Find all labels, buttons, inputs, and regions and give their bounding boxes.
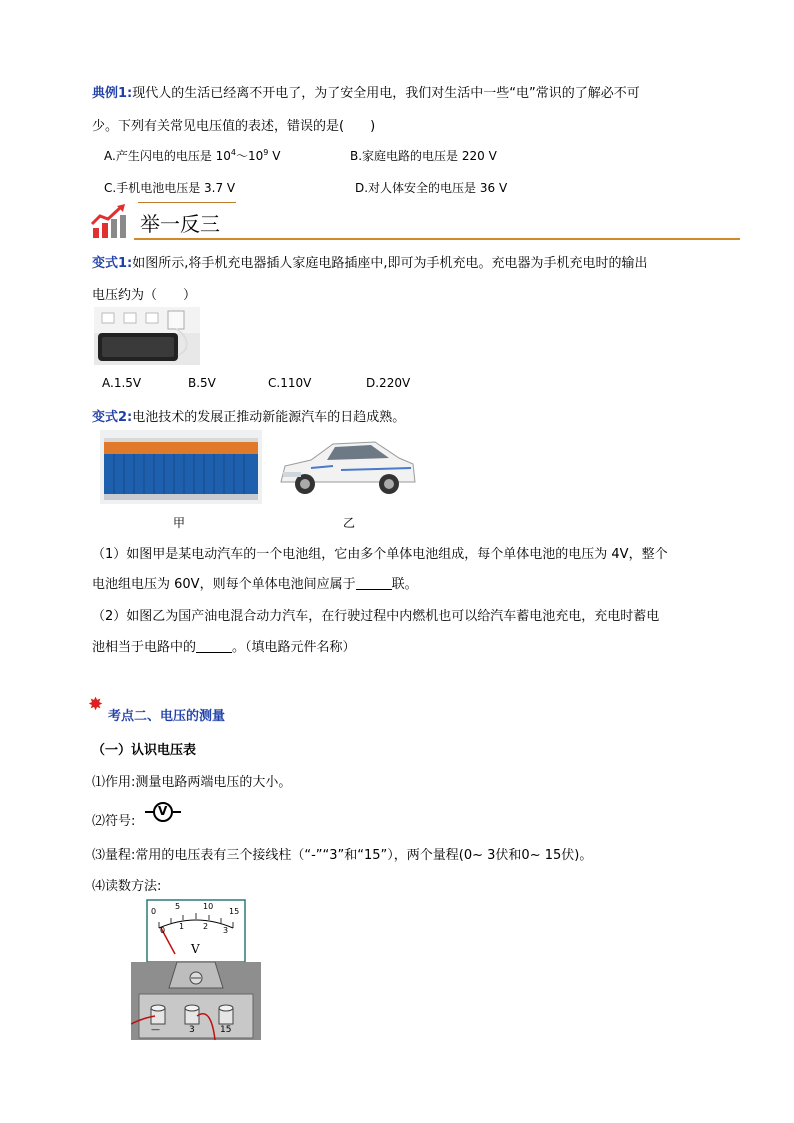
section-banner — [90, 200, 740, 242]
caption-jia: 甲 — [173, 516, 186, 530]
hybrid-car-photo — [271, 430, 421, 504]
item2-label: ⑵符号: — [92, 814, 136, 829]
option-a-mid: ～10 — [236, 149, 264, 163]
star-icon: ✸ — [88, 694, 104, 715]
variant2-text: 电池技术的发展正推动新能源汽车的日趋成熟。 — [132, 410, 406, 425]
point2-item2 — [92, 810, 135, 829]
scale-bottom-3: 3 — [223, 926, 229, 935]
point2-item1: ⑴作用:测量电路两端电压的大小。 — [92, 775, 292, 790]
variant1-text1: 如图所示,将手机充电器插人家庭电路插座中,即可为手机充电。充电器为手机充电时的输出 — [132, 256, 648, 271]
variant1-option-d: D.220V — [366, 376, 411, 390]
option-a-exp2: 9 — [263, 148, 269, 157]
variant1-label: 变式1: — [92, 256, 133, 271]
scale-top-15: 15 — [229, 907, 240, 916]
example1-label: 典例1: — [92, 86, 133, 101]
q2-text-b: 。（填电路元件名称） — [232, 640, 356, 655]
chart-icon — [90, 204, 130, 240]
scale-top-0: 0 — [151, 907, 157, 916]
q1-text-a: 电池组电压为 60V，则每个单体电池间应属于 — [92, 577, 356, 592]
q1-text-b: 联。 — [391, 577, 418, 592]
variant2-q2-line2 — [92, 636, 356, 655]
scale-top-5: 5 — [175, 902, 181, 911]
hybrid-car-graphic — [271, 430, 421, 504]
charger-photo — [94, 307, 200, 365]
scale-bottom-0: 0 — [160, 926, 166, 935]
terminal-3: 3 — [189, 1025, 195, 1035]
terminal-15: 15 — [220, 1025, 232, 1035]
example1-option-b: B.家庭电路的电压是 220 V — [350, 149, 497, 163]
meter-unit: V — [191, 942, 200, 956]
point2-item3: ⑶量程:常用的电压表有三个接线柱（“-”“3”和“15”），两个量程(0~ 3伏和0~ 15伏)。 — [92, 848, 593, 863]
scale-bottom-2: 2 — [203, 922, 209, 931]
option-a-exp1: 4 — [230, 148, 236, 157]
q1-answer-blank[interactable] — [356, 577, 392, 590]
variant2-q1-line2 — [92, 573, 418, 592]
battery-pack-photo — [100, 430, 262, 504]
q2-text-a: 池相当于电路中的 — [92, 640, 197, 655]
example1-line2: 少。下列有关常见电压值的表述，错误的是( ) — [92, 119, 376, 134]
example1-line1 — [92, 82, 640, 101]
example1-option-d: D.对人体安全的电压是 36 V — [355, 181, 508, 195]
banner-top-line — [138, 202, 236, 203]
voltmeter-figure — [131, 898, 261, 1040]
banner-underline — [134, 238, 740, 240]
battery-pack-graphic — [100, 430, 262, 504]
banner-title: 举一反三 — [140, 212, 220, 236]
variant1-option-b: B.5V — [188, 376, 216, 390]
variant2-q2-line1: （2）如图乙为国产油电混合动力汽车，在行驶过程中内燃机也可以给汽车蓄电池充电，充电时蓄电 — [92, 609, 660, 624]
terminal-negative: — — [151, 1025, 160, 1035]
variant2-line1 — [92, 406, 405, 425]
variant2-q1-line1: （1）如图甲是某电动汽车的一个电池组，它由多个单体电池组成，每个单体电池的电压为 4V，整个 — [92, 547, 668, 562]
example1-option-a — [104, 147, 280, 164]
scale-bottom-1: 1 — [179, 922, 185, 931]
variant1-line2: 电压约为（ ） — [92, 288, 197, 303]
example1-text1: 现代人的生活已经离不开电了，为了安全用电，我们对生活中一些“电”常识的了解必不可 — [132, 86, 640, 101]
point2-title: 考点二、电压的测量 — [108, 709, 226, 724]
voltmeter-graphic — [131, 898, 261, 1040]
variant1-line1 — [92, 252, 648, 271]
variant1-option-a: A.1.5V — [102, 376, 142, 390]
example1-option-c: C.手机电池电压是 3.7 V — [104, 181, 236, 195]
variant2-label: 变式2: — [92, 410, 133, 425]
point2-item4: ⑷读数方法: — [92, 879, 162, 894]
option-a-unit: V — [268, 149, 281, 163]
scale-top-10: 10 — [203, 902, 214, 911]
point2-subtitle: （一）认识电压表 — [92, 743, 197, 758]
charger-photo-graphic — [94, 307, 200, 365]
q2-answer-blank[interactable] — [196, 640, 232, 653]
variant1-option-c: C.110V — [268, 376, 312, 390]
caption-yi: 乙 — [343, 516, 356, 530]
voltmeter-symbol-letter: V — [158, 804, 168, 818]
voltmeter-symbol-icon — [145, 801, 183, 823]
option-a-text: A.产生闪电的电压是 10 — [104, 149, 231, 163]
